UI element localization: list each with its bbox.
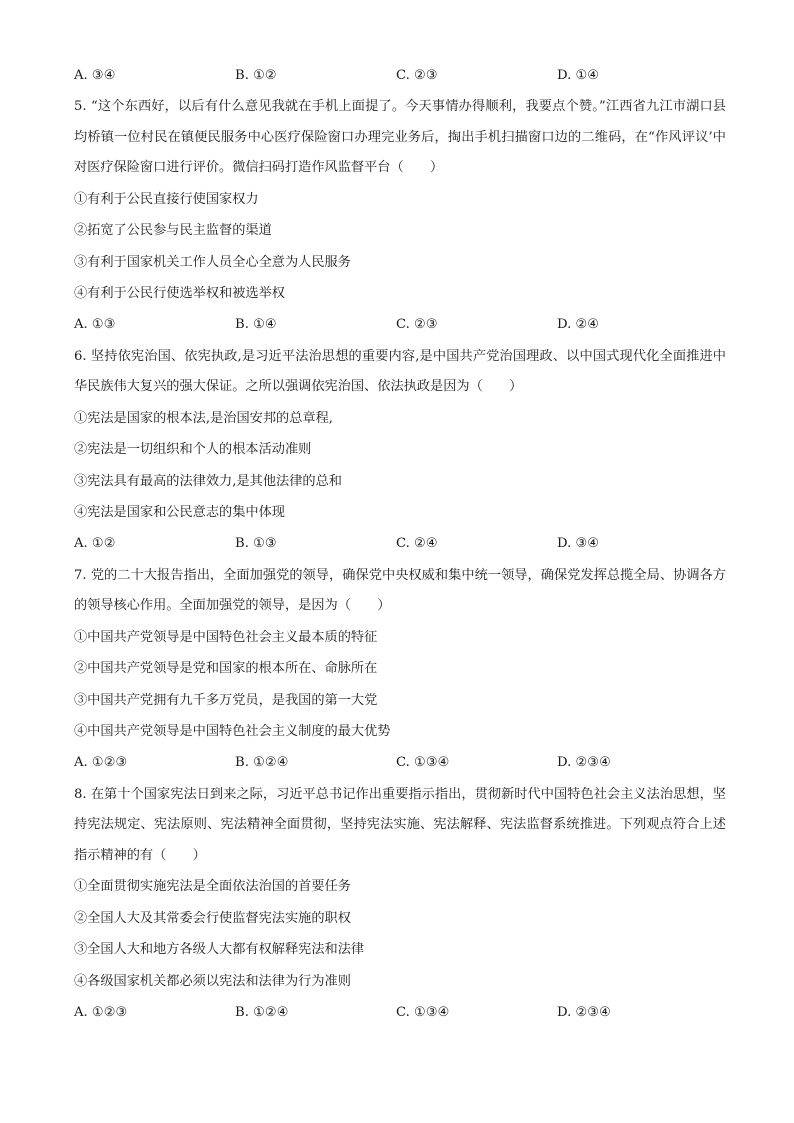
question-6 — [74, 342, 726, 557]
option-d[interactable]: D. ①④ — [557, 67, 600, 83]
question-8 — [74, 780, 726, 1026]
option-b[interactable]: B. ①④ — [235, 317, 277, 332]
answer-options — [74, 312, 726, 338]
answer-options — [74, 750, 726, 776]
option-c[interactable]: C. ①③④ — [396, 1004, 450, 1020]
option-b[interactable]: B. ①②④ — [235, 1004, 289, 1020]
statement-3: ③中国共产党拥有九千多万党员，是我国的第一大党 — [74, 692, 378, 708]
answer-options — [74, 999, 726, 1025]
option-b[interactable]: B. ①③ — [235, 536, 277, 551]
statement-2: ②中国共产党领导是党和国家的根本所在、命脉所在 — [74, 661, 378, 676]
statement-4: ④宪法是国家和公民意志的集中体现 — [74, 505, 285, 520]
option-c[interactable]: C. ②③ — [396, 317, 438, 332]
question-stem: 6. 坚持依宪治国、依宪执政,是习近平法治思想的重要内容,是中国共产党治国理政、以中国式现代化全面推进中华民族伟大复兴的强大保证。之所以强调依宪治国、依法执政是因为（ ） — [74, 348, 726, 394]
statement-3: ③全国人大和地方各级人大都有权解释宪法和法律 — [74, 942, 365, 957]
statement-1: ①全面贯彻实施宪法是全面依法治国的首要任务 — [74, 879, 351, 894]
statement-3: ③宪法具有最高的法律效力,是其他法律的总和 — [74, 473, 342, 489]
option-b[interactable]: B. ①② — [235, 67, 277, 83]
option-c[interactable]: C. ②③ — [396, 67, 438, 83]
statement-2: ②全国人大及其常委会行使监督宪法实施的职权 — [74, 910, 351, 926]
prev-question-options — [74, 62, 726, 88]
statement-4: ④有利于公民行使选举权和被选举权 — [74, 286, 285, 301]
option-c[interactable]: C. ②④ — [396, 536, 438, 551]
statement-4: ④中国共产党领导是中国特色社会主义制度的最大优势 — [74, 724, 391, 739]
statement-2: ②拓宽了公民参与民主监督的渠道 — [74, 223, 272, 238]
option-c[interactable]: C. ①③④ — [396, 755, 450, 770]
page-content — [74, 62, 726, 1027]
statement-2: ②宪法是一切组织和个人的根本活动准则 — [74, 442, 312, 457]
option-a[interactable]: A. ①②③ — [74, 1004, 128, 1020]
option-d[interactable]: D. ②③④ — [557, 1004, 611, 1020]
statement-3: ③有利于国家机关工作人员全心全意为人民服务 — [74, 254, 351, 270]
question-stem: 7. 党的二十大报告指出，全面加强党的领导，确保党中央权威和集中统一领导，确保党发挥总揽全局、协调各方的领导核心作用。全面加强党的领导，是因为（ ） — [74, 567, 726, 613]
option-a[interactable]: A. ①③ — [74, 317, 116, 332]
option-a[interactable]: A. ①②③ — [74, 755, 128, 770]
answer-options — [74, 531, 726, 557]
option-d[interactable]: D. ②③④ — [557, 755, 611, 770]
statement-4: ④各级国家机关都必须以宪法和法律为行为准则 — [74, 973, 351, 989]
option-a[interactable]: A. ③④ — [74, 67, 116, 83]
question-5 — [74, 92, 726, 338]
statement-1: ①中国共产党领导是中国特色社会主义最本质的特征 — [74, 629, 378, 645]
statement-1: ①宪法是国家的根本法,是治国安邦的总章程, — [74, 410, 333, 426]
question-stem: 8. 在第十个国家宪法日到来之际，习近平总书记作出重要指示指出，贯彻新时代中国特色社会主义法治思想，坚持宪法规定、宪法原则、宪法精神全面贯彻，坚持宪法实施、宪法解释、宪法监督系统推进。下列观点符合上述指示精神的有（ ） — [74, 786, 726, 863]
statement-1: ①有利于公民直接行使国家权力 — [74, 191, 259, 207]
option-a[interactable]: A. ①② — [74, 536, 116, 551]
option-d[interactable]: D. ③④ — [557, 536, 600, 551]
option-b[interactable]: B. ①②④ — [235, 755, 289, 770]
question-stem: 5. “这个东西好，以后有什么意见我就在手机上面提了。今天事情办得顺利，我要点个赞。”江西省九江市湖口县均桥镇一位村民在镇便民服务中心医疗保险窗口办理完业务后，掏出手机扫描窗口边的二维码，在“作风评议’中对医疗保险窗口进行评价。微信扫码打造作风监督平台（ ） — [74, 99, 726, 175]
question-7 — [74, 561, 726, 776]
option-d[interactable]: D. ②④ — [557, 317, 600, 332]
